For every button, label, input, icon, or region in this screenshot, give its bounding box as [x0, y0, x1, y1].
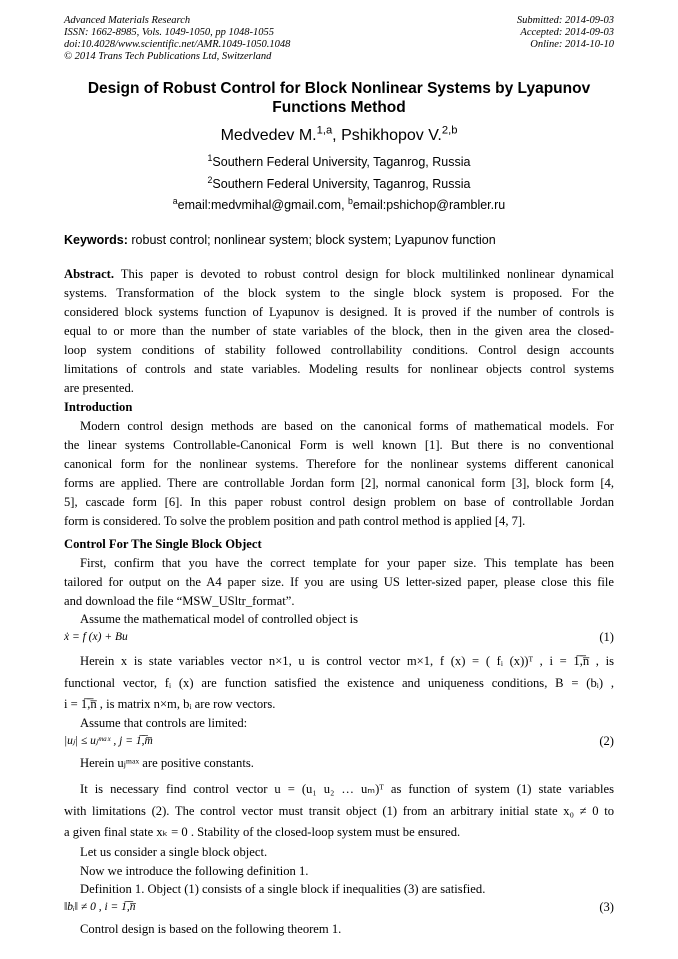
aff-sup: 1 [207, 152, 213, 163]
text-line: Herein uⱼᵐᵃˣ are positive constants. [80, 756, 254, 770]
dates [517, 15, 614, 51]
abstract-line [64, 265, 614, 284]
text-line: Now we introduce the following definition 1. [80, 864, 309, 878]
email-sup: b [348, 195, 353, 206]
text-line: forms are applied. There are controllable Jordan form [2], normal canonical form [3], block form [4, [64, 476, 614, 490]
equation-number: (1) [599, 630, 614, 644]
text-line: tailored for output on the A4 paper size. If you are using US letter-sized paper, please close this file [64, 575, 614, 589]
abstract-line: systems. Transformation of the block system to the single block system is proposed. For the [64, 286, 614, 300]
text-line: First, confirm that you have the correct template for your paper size. This template has been [80, 556, 614, 570]
aff-text: Southern Federal University, Taganrog, Russia [212, 177, 471, 191]
text-line: and download the file “MSW_USltr_format”. [64, 594, 295, 608]
equation-2 [64, 732, 614, 754]
text-line: Assume the mathematical model of controlled object is [80, 612, 359, 626]
author-sep: , [332, 127, 342, 144]
affiliation [64, 174, 614, 191]
equation-number: (3) [599, 900, 614, 914]
equation-number: (2) [599, 734, 614, 748]
email: email:pshichop@rambler.ru [352, 198, 506, 212]
text-line: form is considered. To solve the problem position and path control method is applied [4, 7]. [64, 514, 526, 528]
text-line: 5], cascade form [6]. In this paper robust control design problem on base of controllable Jordan [64, 495, 614, 509]
doi: doi:10.4028/www.scientific.net/AMR.1049-1050.1048 [64, 39, 291, 50]
aff-text: Southern Federal University, Taganrog, Russia [212, 155, 471, 169]
text-line: the linear systems Controllable-Canonical Form is well known [1]. But there is no conventional [64, 438, 614, 452]
equation-1 [64, 628, 614, 650]
text-line: functional vector, fᵢ (x) are function satisfied the existence and uniqueness conditions, B = (bᵢ) , [64, 676, 614, 690]
text-line: Herein x is state variables vector n×1, u is control vector m×1, f (x) = ( fᵢ (x))ᵀ , i = 1̅,̅n̅ , is [80, 654, 614, 668]
abstract-line: are presented. [64, 381, 134, 395]
text-line: i = 1̅,̅n̅ , is matrix n×m, bᵢ are row vectors. [64, 697, 276, 711]
author-sup: 1,a [316, 124, 333, 137]
accepted-date: Accepted: 2014-09-03 [520, 27, 614, 38]
equation: ẋ = f (x) + Bu [64, 631, 128, 643]
section-heading: Introduction [64, 400, 133, 414]
abstract-label: Abstract. [64, 267, 115, 281]
title-line: Design of Robust Control for Block Nonlinear Systems by Lyapunov [87, 80, 591, 97]
text-line: canonical form for the nonlinear systems. Therefore for the nonlinear systems different canonical [64, 457, 614, 471]
copyright: © 2014 Trans Tech Publications Ltd, Switzerland [64, 51, 272, 62]
introduction [64, 398, 614, 531]
paper-title [64, 79, 614, 117]
abstract-line: limitations of controls and state variables. Modeling results for nonlinear objects control systems [64, 362, 614, 376]
text-line: Definition 1. Object (1) consists of a single block if inequalities (3) are satisfied. [80, 882, 486, 896]
author-sup: 2,b [441, 124, 458, 137]
text-line: Let us consider a single block object. [80, 845, 268, 859]
text-line: It is necessary find control vector u = (u₁ u₂ … uₘ)ᵀ as function of system (1) state variables [80, 782, 614, 796]
equation: ‖bᵢ‖ ≠ 0 , i = 1̅,̅n̅ [64, 901, 136, 913]
author-name: Medvedev M. [220, 127, 317, 144]
section-single-block [64, 535, 614, 939]
aff-sup: 2 [207, 174, 213, 185]
equation: |uⱼ| ≤ uⱼᵐᵃˣ , j = 1̅,̅m̅ [64, 735, 153, 747]
authors [64, 124, 614, 145]
submitted-date: Submitted: 2014-09-03 [516, 15, 614, 26]
abstract-line: equal to or more than the number of state variables of the block, then in the given area the closed- [64, 324, 614, 338]
journal-name: Advanced Materials Research [64, 15, 191, 26]
equation-3 [64, 898, 614, 920]
abstract-line: loop system conditions of stability followed controllability conditions. Control design accounts [64, 343, 614, 357]
abstract [64, 265, 614, 398]
keywords-text: robust control; nonlinear system; block system; Lyapunov function [127, 233, 496, 247]
text-line: with limitations (2). The control vector must transit object (1) from an arbitrary initial state x₀ ≠ 0 to [64, 804, 614, 818]
emails [64, 195, 614, 212]
email-sup: a [172, 195, 178, 206]
section-heading: Control For The Single Block Object [64, 537, 262, 551]
abstract-line: considered block systems function of Lyapunov is designed. It is proved if the number of controls is [64, 305, 614, 319]
issn: ISSN: 1662-8985, Vols. 1049-1050, pp 1048-1055 [64, 27, 274, 38]
title-line: Functions Method [272, 99, 406, 116]
affiliation [64, 152, 614, 169]
keywords [64, 233, 496, 247]
text: This paper is devoted to robust control design for block multilinked nonlinear dynamical [114, 267, 614, 281]
email: email:medvmihal@gmail.com, [177, 198, 349, 212]
journal-info [64, 15, 290, 63]
author-name: Pshikhopov V. [341, 127, 442, 144]
text-line: Modern control design methods are based on the canonical forms of mathematical models. For [80, 419, 614, 433]
text-line: Assume that controls are limited: [80, 716, 248, 730]
text-line: Control design is based on the following theorem 1. [80, 922, 342, 936]
text-line: a given final state xₖ = 0 . Stability of the closed-loop system must be ensured. [64, 825, 461, 839]
keywords-label: Keywords: [64, 233, 128, 247]
online-date: Online: 2014-10-10 [530, 39, 614, 50]
